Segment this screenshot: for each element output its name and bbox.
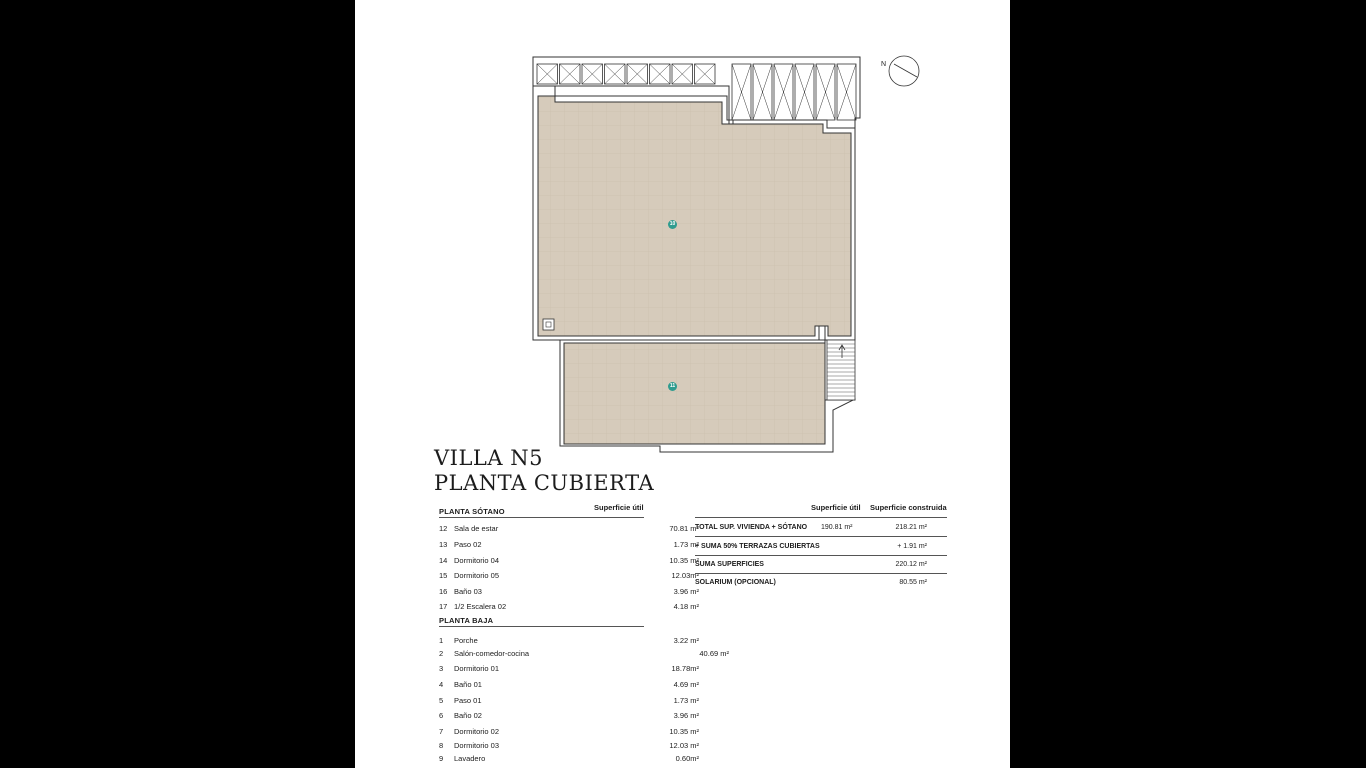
room-area: 10.35 m² (669, 727, 699, 736)
column-util: Superficie útil (811, 503, 861, 512)
room-number: 13 (439, 540, 448, 549)
room-name: Dormitorio 05 (454, 571, 500, 580)
room-name: Baño 01 (454, 680, 482, 689)
room-number: 14 (439, 556, 448, 565)
room-name: Porche (454, 636, 478, 645)
table-row (439, 664, 699, 676)
summary-row (695, 561, 947, 573)
room-number: 8 (439, 741, 444, 750)
section-baja-heading: PLANTA BAJA (439, 616, 494, 625)
roof-terrace-10 (538, 96, 851, 336)
room-number: 9 (439, 754, 444, 763)
table-row (439, 649, 729, 661)
summary-label: SOLARIUM (OPCIONAL) (695, 579, 776, 586)
room-number: 15 (439, 571, 448, 580)
summary-label: + SUMA 50% TERRAZAS CUBIERTAS (695, 543, 820, 550)
summary-construida: + 1.91 m² (897, 543, 927, 550)
room-area: 3.96 m² (673, 711, 699, 720)
room-name: Sala de estar (454, 524, 499, 533)
summary-row (695, 543, 947, 555)
summary-label: SUMA SUPERFICIES (695, 561, 764, 568)
roof-terrace-11 (564, 343, 825, 444)
table-row (439, 754, 699, 766)
room-number: 16 (439, 587, 448, 596)
table-row (439, 602, 699, 614)
roof-floor-plan (355, 0, 1010, 460)
room-area: 10.35 m² (669, 556, 699, 565)
room-area: 4.18 m² (673, 602, 699, 611)
table-row (439, 680, 699, 692)
plan-subtitle: PLANTA CUBIERTA (434, 471, 655, 495)
room-area: 40.69 m² (699, 649, 729, 658)
room-area: 1.73 m² (673, 540, 699, 549)
room-name: Baño 02 (454, 711, 482, 720)
room-tag-11: 11 (669, 383, 676, 389)
table-row (439, 556, 699, 568)
room-area: 4.69 m² (673, 680, 699, 689)
column-superficie-util: Superficie útil (594, 503, 644, 512)
summary-construida: 80.55 m² (899, 579, 927, 586)
room-area: 18.78m² (671, 664, 699, 673)
chimney-icon (543, 319, 554, 330)
divider (695, 555, 947, 556)
room-number: 1 (439, 636, 444, 645)
divider (695, 536, 947, 537)
table-row (439, 741, 699, 753)
room-area: 1.73 m² (673, 696, 699, 705)
room-name: Dormitorio 01 (454, 664, 500, 673)
stairs-icon (827, 340, 855, 400)
table-row (439, 636, 699, 648)
room-number: 12 (439, 524, 448, 533)
table-row (439, 571, 699, 583)
room-number: 5 (439, 696, 444, 705)
room-name: Lavadero (454, 754, 486, 763)
room-name: Baño 03 (454, 587, 482, 596)
room-area: 70.81 m² (669, 524, 699, 533)
villa-title: VILLA N5 (434, 446, 543, 470)
room-name: Paso 01 (454, 696, 482, 705)
divider (439, 517, 644, 518)
room-area: 0.60m² (675, 754, 699, 763)
room-number: 2 (439, 649, 444, 658)
room-name: 1/2 Escalera 02 (454, 602, 507, 611)
summary-row (695, 579, 947, 591)
north-arrow-icon (889, 56, 919, 86)
room-number: 7 (439, 727, 444, 736)
table-row (439, 727, 699, 739)
room-area: 12.03m² (671, 571, 699, 580)
north-label: N (881, 61, 887, 68)
divider (695, 517, 947, 518)
summary-label: TOTAL SUP. VIVIENDA + SÓTANO (695, 524, 808, 531)
room-number: 17 (439, 602, 448, 611)
table-row (439, 711, 699, 723)
room-name: Paso 02 (454, 540, 482, 549)
table-row (439, 696, 699, 708)
room-name: Dormitorio 02 (454, 727, 500, 736)
table-row (439, 524, 699, 536)
room-tag-10: 10 (669, 221, 676, 227)
room-area: 12.03 m² (669, 741, 699, 750)
room-number: 6 (439, 711, 444, 720)
summary-construida: 220.12 m² (895, 561, 927, 568)
section-sotano-heading: PLANTA SÓTANO (439, 507, 505, 516)
room-area: 3.22 m² (673, 636, 699, 645)
room-number: 3 (439, 664, 444, 673)
room-area: 3.96 m² (673, 587, 699, 596)
divider (695, 573, 947, 574)
room-number: 4 (439, 680, 444, 689)
summary-row (695, 524, 947, 536)
room-name: Dormitorio 03 (454, 741, 500, 750)
summary-construida: 218.21 m² (895, 524, 927, 531)
table-row (439, 587, 699, 599)
column-construida: Superficie construida (870, 503, 947, 512)
floor-plan-sheet (355, 0, 1010, 768)
table-row (439, 540, 699, 552)
divider (439, 626, 644, 627)
room-name: Salón-comedor-cocina (454, 649, 530, 658)
summary-util: 190.81 m² (821, 524, 853, 531)
room-name: Dormitorio 04 (454, 556, 500, 565)
